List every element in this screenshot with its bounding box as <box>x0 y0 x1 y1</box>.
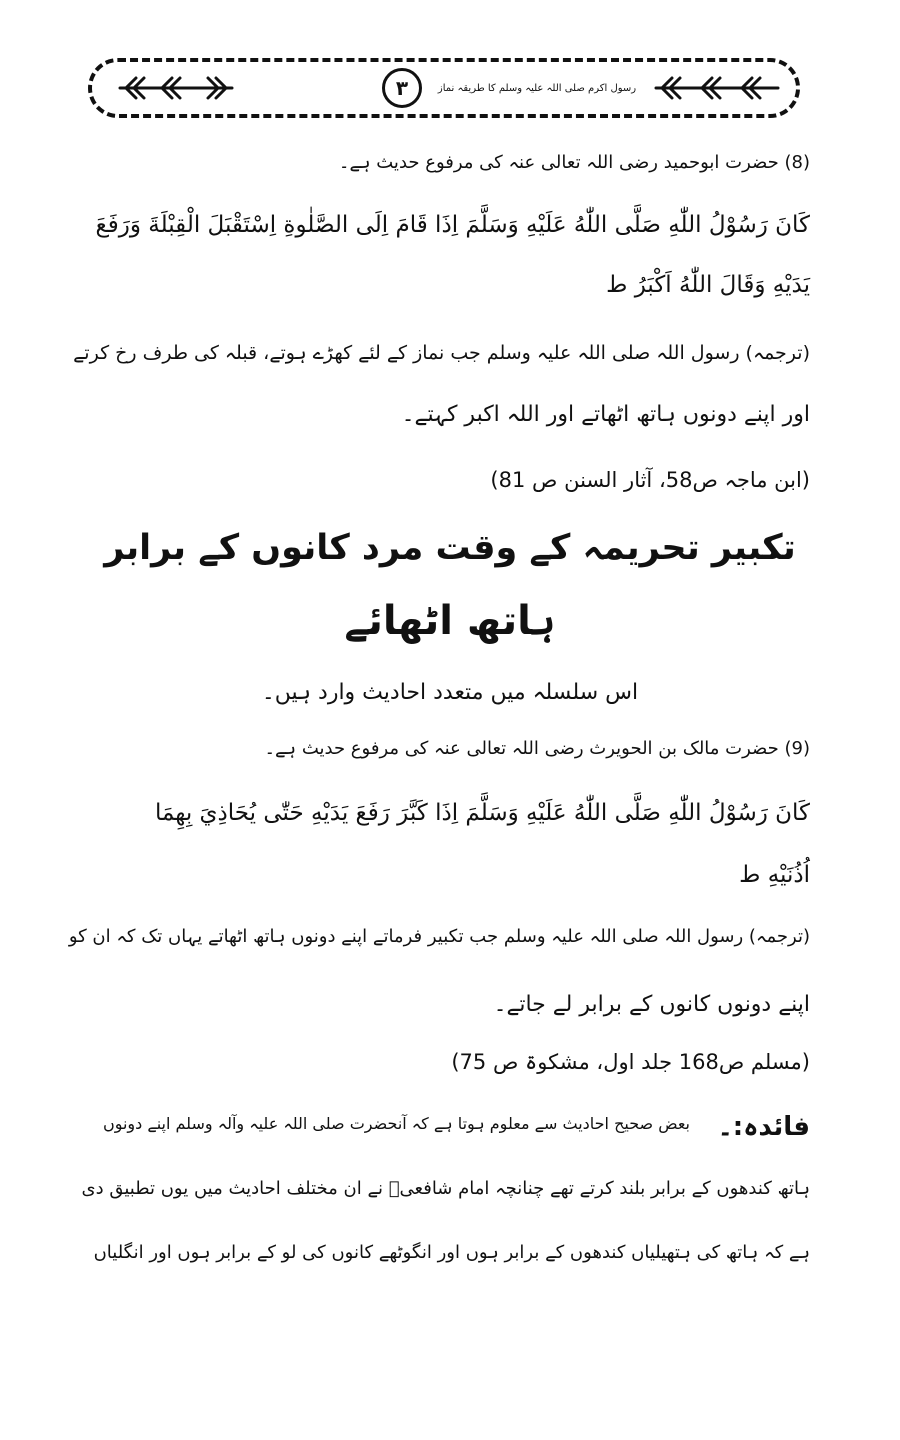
hadith-9-translation-line1: (ترجمہ) رسول اللہ صلی اللہ علیہ وسلم جب تکبیر فرماتے اپنے دونوں ہاتھ اٹھاتے یہاں تک کہ ان کو <box>68 926 810 947</box>
faida-line2: ہاتھ کندھوں کے برابر بلند کرتے تھے چنانچہ امام شافعیؒ نے ان مختلف احادیث میں یوں تطبیق دی <box>81 1178 810 1199</box>
faida-line1: بعض صحیح احادیث سے معلوم ہوتا ہے کہ آنحضرت صلی اللہ علیہ وآلہ وسلم اپنے دونوں <box>102 1114 690 1133</box>
section-heading-line1: تکبیر تحریمہ کے وقت مرد کانوں کے برابر <box>104 528 796 568</box>
hadith-9-translation-line2: اپنے دونوں کانوں کے برابر لے جاتے۔ <box>493 992 810 1017</box>
hadith-9-intro: (9) حضرت مالک بن الحویرث رضی اللہ تعالی عنہ کی مرفوع حدیث ہے۔ <box>264 738 810 759</box>
section-heading-line2: ہاتھ اٹھائے <box>344 598 556 644</box>
double-chevron-ornament-icon <box>116 72 236 104</box>
hadith-9-arabic-line2: اُذُنَيْهِ ط <box>739 862 810 888</box>
page-number: ۳ <box>382 68 422 108</box>
hadith-9-arabic-line1: كَانَ رَسُوْلُ اللّٰهِ صَلَّى اللّٰهُ عَلَيْهِ وَسَلَّمَ اِذَا كَبَّرَ رَفَعَ يَدَيْهِ حَتّٰى يُحَاذِيَ بِهِمَا <box>154 800 810 826</box>
hadith-8-intro: (8) حضرت ابوحمید رضی اللہ تعالی عنہ کی مرفوع حدیث ہے۔ <box>338 152 810 173</box>
hadith-8-translation-line1: (ترجمہ) رسول اللہ صلی اللہ علیہ وسلم جب نماز کے لئے کھڑے ہوتے، قبلہ کی طرف رخ کرتے <box>73 342 810 364</box>
section-intro: اس سلسلہ میں متعدد احادیث وارد ہیں۔ <box>261 680 639 705</box>
hadith-9-reference: (مسلم ص168 جلد اول، مشکوۃ ص 75) <box>451 1050 810 1074</box>
hadith-8-arabic-line1: كَانَ رَسُوْلُ اللّٰهِ صَلَّى اللّٰهُ عَلَيْهِ وَسَلَّمَ اِذَا قَامَ اِلَى الصَّلٰوةِ اِسْتَقْبَلَ الْقِبْلَةَ وَرَفَعَ <box>95 212 810 238</box>
hadith-8-arabic-line2: يَدَيْهِ وَقَالَ اللّٰهُ اَكْبَرُ ط <box>606 272 810 298</box>
running-title: رسول اکرم صلی اللہ علیہ وسلم کا طریقہ نماز <box>437 83 637 94</box>
hadith-8-translation-line2: اور اپنے دونوں ہاتھ اٹھاتے اور اللہ اکبر کہتے۔ <box>401 402 810 427</box>
hadith-8-reference: (ابن ماجہ ص58، آثار السنن ص 81) <box>490 468 810 492</box>
running-header <box>88 58 800 118</box>
faida-line3: ہے کہ ہاتھ کی ہتھیلیاں کندھوں کے برابر ہوں اور انگوٹھے کانوں کی لو کے برابر ہوں اور انگلیاں <box>93 1242 810 1263</box>
faida-label: فائدہ:۔ <box>717 1112 810 1142</box>
double-chevron-ornament-icon <box>652 72 782 104</box>
